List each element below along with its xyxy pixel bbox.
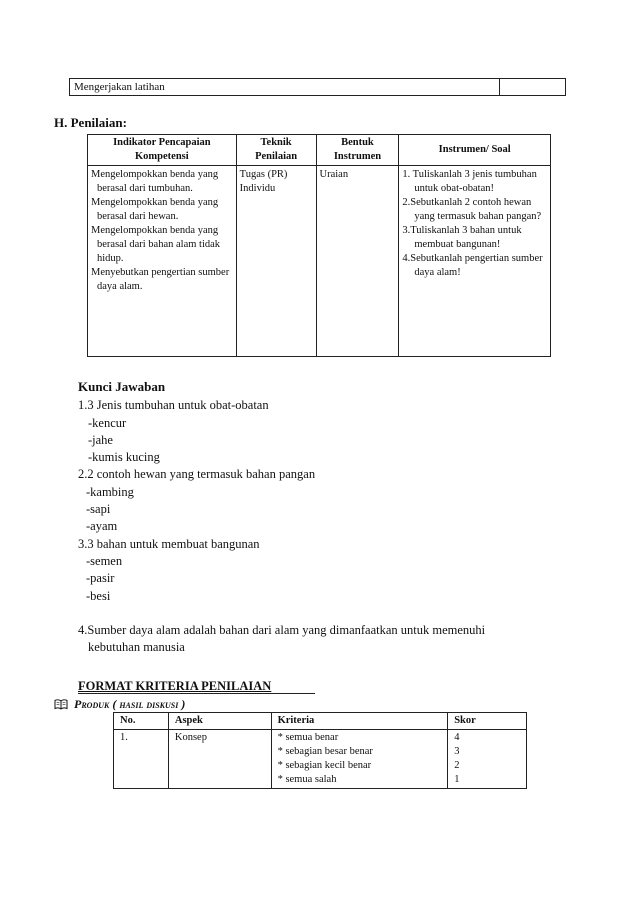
top-activity-box: [69, 78, 566, 96]
header-teknik: Teknik Penilaian: [236, 135, 316, 166]
soal-cell: [399, 166, 551, 357]
header-indikator: Indikator Pencapaian Kompetensi: [88, 135, 237, 166]
kriteria-item: * sebagian besar benar: [277, 746, 373, 757]
indikator-cell: [88, 166, 237, 357]
header-bentuk: Bentuk Instrumen: [316, 135, 399, 166]
row-no: 1.: [114, 730, 169, 789]
skor-item: 2: [454, 760, 460, 771]
answer-q4: 4.Sumber daya alam adalah bahan dari alam yang dimanfaatkan untuk memenuhi: [78, 622, 486, 637]
kriteria-item: * sebagian kecil benar: [277, 760, 372, 771]
kriteria-item: * semua benar: [277, 732, 339, 743]
answer-q4-cont: kebutuhan manusia: [88, 640, 185, 655]
answer-item: -jahe: [88, 432, 113, 447]
soal-item: 2.Sebutkanlah 2 contoh hewan yang termasuk bahan pangan?: [402, 197, 542, 222]
kriteria-item: * semua salah: [277, 774, 337, 785]
answer-item: -ayam: [86, 519, 118, 534]
produk-label: Produk ( hasil diskusi ): [74, 697, 186, 711]
format-title: FORMAT KRITERIA PENILAIAN: [78, 679, 272, 693]
open-book-icon: [54, 699, 68, 710]
format-underline: [78, 693, 315, 694]
criteria-table: [113, 712, 527, 789]
header-aspek: Aspek: [168, 713, 271, 730]
header-soal: Instrumen/ Soal: [399, 135, 551, 166]
skor-item: 1: [454, 774, 460, 785]
answer-key: [78, 378, 485, 656]
answer-item: -kencur: [88, 415, 127, 430]
indikator-item: Menyebutkan pengertian sumber daya alam.: [91, 267, 230, 292]
soal-item: 1. Tuliskanlah 3 jenis tumbuhan untuk obat-obatan!: [402, 169, 537, 194]
answer-item: -semen: [86, 553, 123, 568]
answer-q2: 2.2 contoh hewan yang termasuk bahan pangan: [78, 467, 316, 482]
bentuk-cell: Uraian: [316, 166, 399, 357]
header-no: No.: [114, 713, 169, 730]
answer-item: -pasir: [86, 571, 115, 586]
section-title: H. Penilaian:: [54, 115, 127, 130]
row-skor: [448, 730, 527, 789]
answer-key-title: Kunci Jawaban: [78, 379, 166, 394]
soal-item: 4.Sebutkanlah pengertian sumber daya alam!: [402, 253, 543, 278]
produk-heading: [54, 697, 185, 712]
teknik-item: Tugas (PR): [239, 169, 288, 180]
soal-item: 3.Tuliskanlah 3 bahan untuk membuat bangunan!: [402, 225, 522, 250]
assessment-table: [87, 134, 551, 357]
teknik-cell: [236, 166, 316, 357]
answer-item: -besi: [86, 588, 111, 603]
answer-item: -sapi: [86, 502, 111, 517]
skor-item: 3: [454, 746, 460, 757]
indikator-item: Mengelompokkan benda yang berasal dari tumbuhan.: [91, 169, 219, 194]
header-skor: Skor: [448, 713, 527, 730]
header-kriteria: Kriteria: [271, 713, 448, 730]
teknik-item: Individu: [239, 183, 276, 194]
activity-cell: Mengerjakan latihan: [70, 79, 500, 95]
indikator-item: Mengelompokkan benda yang berasal dari bahan alam tidak hidup.: [91, 225, 221, 264]
skor-item: 4: [454, 732, 460, 743]
indikator-item: Mengelompokkan benda yang berasal dari hewan.: [91, 197, 219, 222]
answer-item: -kumis kucing: [88, 450, 160, 465]
answer-q1: 1.3 Jenis tumbuhan untuk obat-obatan: [78, 398, 269, 413]
row-aspek: Konsep: [168, 730, 271, 789]
answer-item: -kambing: [86, 484, 134, 499]
answer-q3: 3.3 bahan untuk membuat bangunan: [78, 536, 260, 551]
row-kriteria: [271, 730, 448, 789]
